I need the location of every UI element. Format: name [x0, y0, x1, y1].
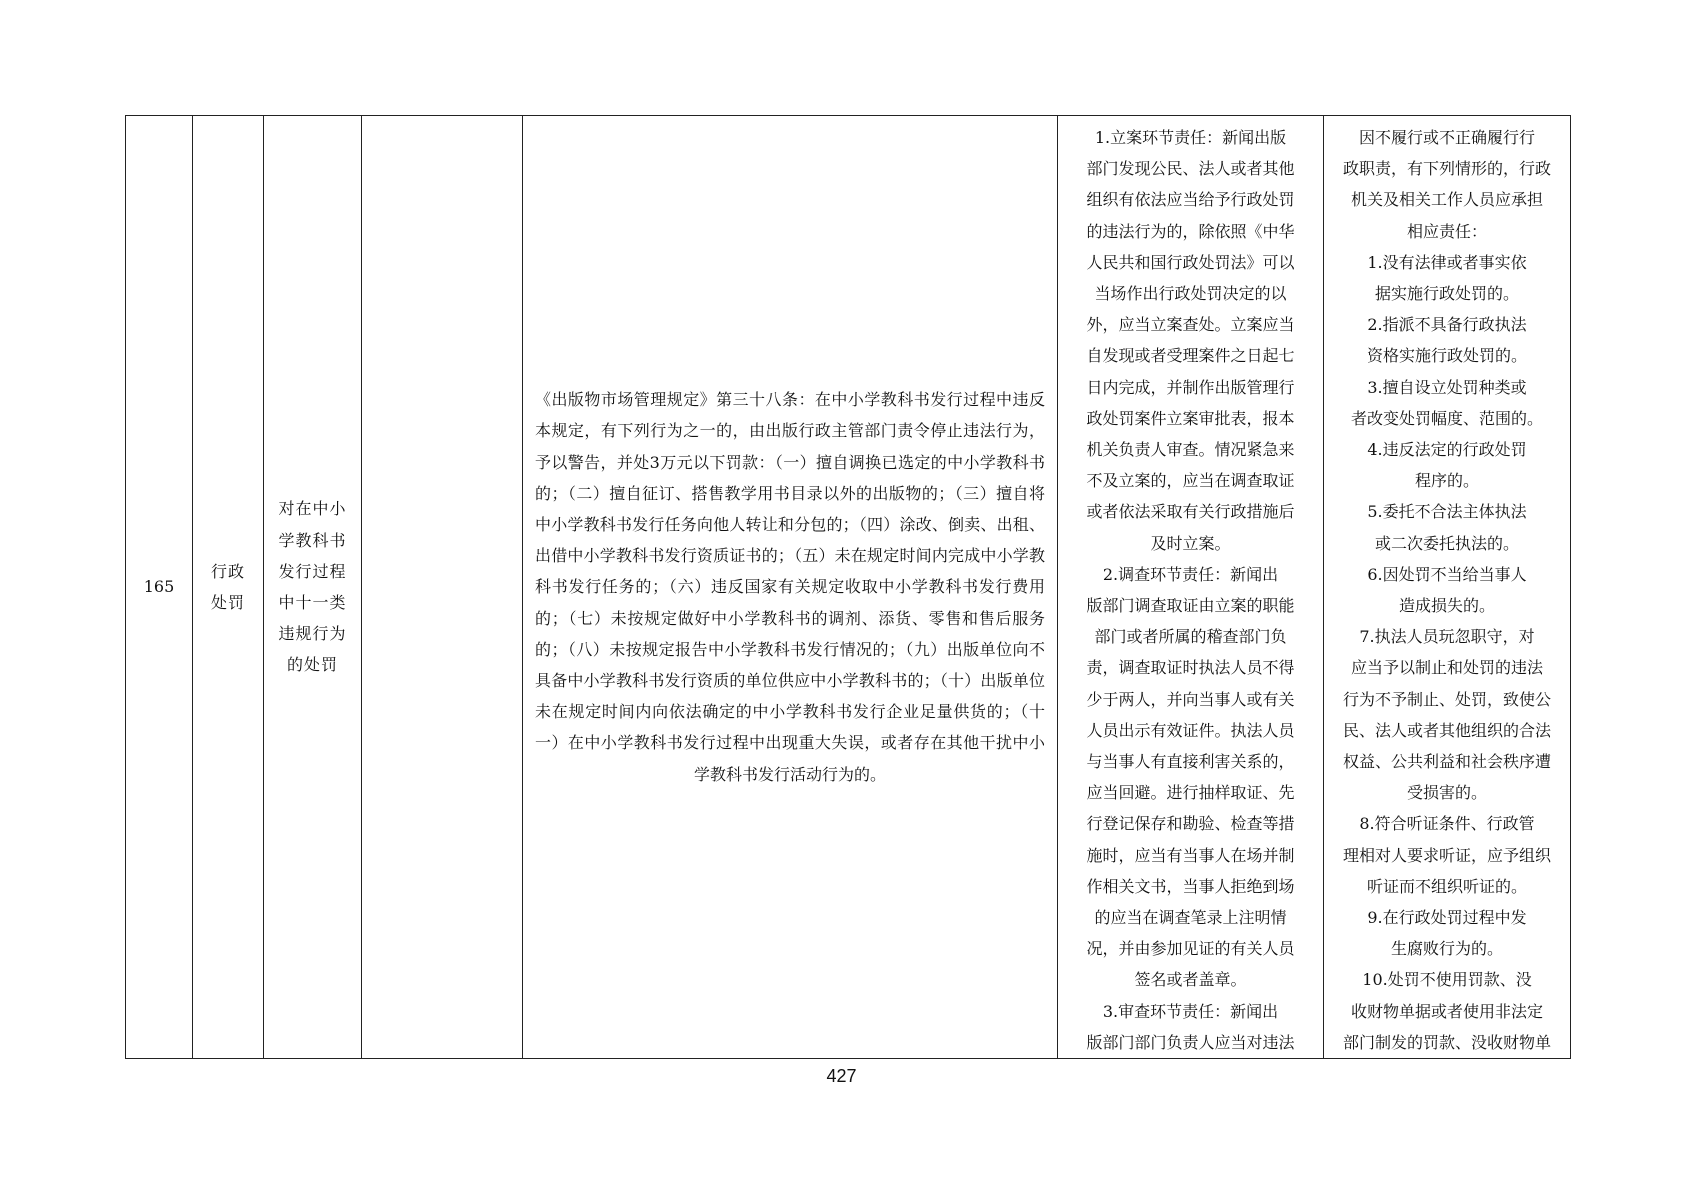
text-line: 3.审查环节责任：新闻出 — [1102, 1001, 1279, 1021]
text-line: 部门或者所属的稽查部门负 — [1094, 627, 1287, 647]
text-line: 外，应当立案查处。立案应当 — [1086, 315, 1295, 335]
text-line: 收财物单据或者使用非法定 — [1350, 1001, 1543, 1021]
text-line: 受损害的。 — [1406, 783, 1487, 803]
text-line: 行为不予制止、处罚，致使公 — [1342, 689, 1551, 709]
legal-basis: 《出版物市场管理规定》第三十八条：在中小学教科书发行过程中违反本规定，有下列行为之一的，由出版行政主管部门责令停止违法行为，予以警告，并处3万元以下罚款：（一）擅自调换已选定的中小学教科书的；（二）擅自征订、搭售教学用书目录以外的出版物的；（三）擅自将中小学教科书发行任务向他人转让和分包的；（四）涂改、倒卖、出租、出借中小学教科书发行资质证书的；（五）未在规定时间内完成中小学教科书发行任务的；（六）违反国家有关规定收取中小学教科书发行费用的；（七）未按规定做好中小学教科书的调剂、添货、零售和售后服务的；（八）未按规定报告中小学教科书发行情况的；（九）出版单位向不具备中小学教科书发行资质的单位供应中小学教科书的；（十）出版单位未在规定时间内向依法确定的中小学教科书发行企业足量供货的；（十一）在中小学教科书发行过程中出现重大失误，或者存在其他干扰中小学教科书发行活动行为的。 — [535, 390, 1045, 784]
sub-item — [362, 116, 523, 1059]
text-line: 作相关文书，当事人拒绝到场 — [1086, 876, 1295, 896]
text-line: 人民共和国行政处罚法》可以 — [1086, 252, 1295, 272]
text-line: 行登记保存和勘验、检查等措 — [1086, 814, 1295, 834]
text-line: 机关负责人审查。情况紧急来 — [1086, 440, 1295, 460]
text-line: 相应责任： — [1406, 221, 1487, 241]
document-table — [125, 115, 1571, 1059]
text-line: 7.执法人员玩忽职守，对 — [1359, 627, 1535, 647]
text-line: 4.违反法定的行政处罚 — [1367, 440, 1527, 460]
power-type: 行政处罚 — [211, 561, 246, 613]
text-line: 民、法人或者其他组织的合法 — [1342, 720, 1551, 740]
responsibility-text — [1068, 122, 1313, 1058]
text-line: 1.立案环节责任：新闻出版 — [1094, 128, 1287, 147]
text-line: 版部门调查取证由立案的职能 — [1086, 596, 1295, 616]
text-line: 者改变处罚幅度、范围的。 — [1350, 408, 1543, 428]
text-line: 组织有依法应当给予行政处罚 — [1086, 190, 1295, 210]
text-line: 资格实施行政处罚的。 — [1366, 346, 1527, 366]
text-line: 2.调查环节责任：新闻出 — [1102, 564, 1279, 584]
row-number: 165 — [126, 116, 193, 1059]
table-row — [126, 116, 1571, 1059]
text-line: 2.指派不具备行政执法 — [1367, 315, 1527, 335]
text-line: 签名或者盖章。 — [1134, 970, 1247, 990]
text-line: 日内完成，并制作出版管理行 — [1086, 377, 1295, 397]
text-line: 的违法行为的，除依照《中华 — [1086, 221, 1295, 241]
text-line: 权益、公共利益和社会秩序遭 — [1342, 752, 1551, 772]
text-line: 应当回避。进行抽样取证、先 — [1086, 783, 1295, 803]
text-line: 或二次委托执法的。 — [1374, 533, 1519, 553]
text-line: 自发现或者受理案件之日起七 — [1086, 346, 1295, 366]
text-line: 的应当在调查笔录上注明情 — [1094, 908, 1287, 928]
text-line: 部门发现公民、法人或者其他 — [1086, 159, 1295, 179]
text-line: 理相对人要求听证，应予组织 — [1342, 845, 1551, 865]
liability-text — [1334, 122, 1560, 1058]
text-line: 与当事人有直接利害关系的， — [1086, 752, 1295, 772]
text-line: 程序的。 — [1414, 471, 1479, 491]
text-line: 及时立案。 — [1150, 533, 1231, 553]
text-line: 应当予以制止和处罚的违法 — [1350, 658, 1543, 678]
text-line: 8.符合听证条件、行政管 — [1359, 814, 1535, 834]
text-line: 6.因处罚不当给当事人 — [1367, 564, 1527, 584]
text-line: 9.在行政处罚过程中发 — [1367, 908, 1527, 928]
text-line: 当场作出行政处罚决定的以 — [1094, 284, 1287, 304]
text-line: 少于两人，并向当事人或有关 — [1086, 689, 1295, 709]
text-line: 施时，应当有当事人在场并制 — [1086, 845, 1295, 865]
text-line: 因不履行或不正确履行行 — [1358, 128, 1535, 147]
text-line: 人员出示有效证件。执法人员 — [1086, 720, 1295, 740]
text-line: 不及立案的，应当在调查取证 — [1086, 471, 1295, 491]
text-line: 责，调查取证时执法人员不得 — [1086, 658, 1295, 678]
text-line: 或者依法采取有关行政措施后 — [1086, 502, 1295, 522]
text-line: 版部门部门负责人应当对违法 — [1086, 1032, 1295, 1052]
text-line: 生腐败行为的。 — [1390, 939, 1503, 959]
text-line: 况，并由参加见证的有关人员 — [1086, 939, 1295, 959]
text-line: 机关及相关工作人员应承担 — [1350, 190, 1543, 210]
text-line: 部门制发的罚款、没收财物单 — [1342, 1032, 1551, 1052]
item-name: 对在中小学教科书发行过程中十一类违规行为的处罚 — [278, 499, 347, 675]
text-line: 听证而不组织听证的。 — [1366, 876, 1527, 896]
text-line: 据实施行政处罚的。 — [1374, 284, 1519, 304]
text-line: 1.没有法律或者事实依 — [1367, 252, 1527, 272]
text-line: 造成损失的。 — [1398, 596, 1495, 616]
page-number: 427 — [826, 1066, 857, 1086]
text-line: 5.委托不合法主体执法 — [1367, 502, 1527, 522]
text-line: 10.处罚不使用罚款、没 — [1362, 970, 1532, 990]
text-line: 政处罚案件立案审批表，报本 — [1086, 408, 1295, 428]
text-line: 政职责，有下列情形的，行政 — [1342, 159, 1551, 179]
text-line: 3.擅自设立处罚种类或 — [1367, 377, 1527, 397]
